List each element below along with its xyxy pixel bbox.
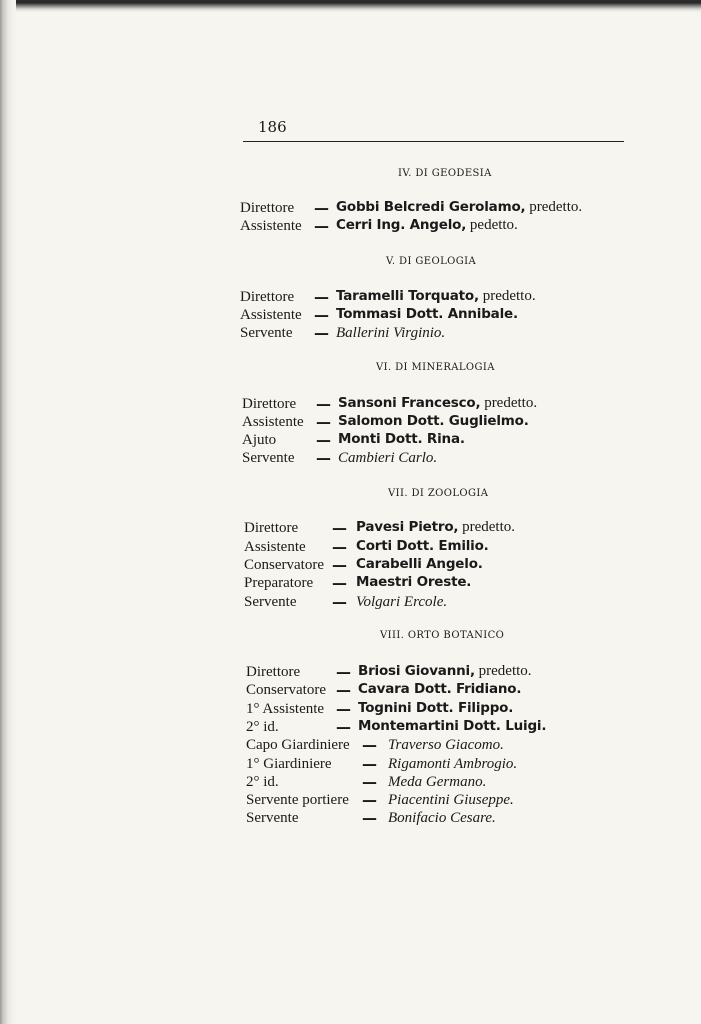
staff-name-text: Piacentini Giuseppe.	[388, 792, 514, 808]
staff-note: predetto.	[525, 199, 583, 215]
section-heading: V. DI GEOLOGIA	[386, 256, 477, 267]
em-dash-separator: —	[314, 199, 329, 217]
staff-note: predetto.	[480, 395, 538, 411]
staff-name-text: Carabelli Angelo.	[356, 556, 483, 572]
staff-name	[338, 450, 437, 467]
em-dash-separator: —	[362, 736, 377, 754]
em-dash-separator: —	[332, 556, 347, 574]
em-dash-separator: —	[336, 681, 351, 699]
staff-name	[358, 663, 532, 680]
staff-name	[336, 325, 445, 342]
staff-role: Direttore	[240, 289, 295, 305]
staff-name	[336, 288, 536, 305]
staff-entry	[246, 792, 624, 812]
staff-name-text: Gobbi Belcredi Gerolamo,	[336, 199, 526, 215]
staff-entry	[240, 325, 624, 345]
staff-name-text: Monti Dott. Rina.	[338, 431, 465, 447]
staff-name	[388, 756, 517, 773]
staff-name-text: Sansoni Francesco,	[338, 395, 481, 411]
staff-name	[358, 718, 546, 734]
staff-role: Servente	[244, 594, 297, 610]
scan-top-edge	[0, 0, 701, 12]
staff-name-text: Meda Germano.	[388, 774, 487, 790]
staff-entry	[246, 756, 624, 776]
staff-role: Ajuto	[242, 432, 277, 448]
em-dash-separator: —	[316, 395, 331, 413]
staff-name	[336, 306, 518, 322]
staff-role: Assistente	[244, 539, 306, 555]
staff-role: 2° id.	[246, 719, 279, 735]
em-dash-separator: —	[316, 449, 331, 467]
staff-entry	[246, 810, 624, 830]
em-dash-separator: —	[314, 306, 329, 324]
staff-role: Direttore	[246, 664, 301, 680]
em-dash-separator: —	[362, 773, 377, 791]
section-heading: VIII. ORTO BOTANICO	[380, 630, 505, 641]
staff-entry	[242, 450, 624, 470]
section-heading: IV. DI GEODESIA	[398, 168, 492, 179]
staff-role: Direttore	[244, 520, 299, 536]
em-dash-separator: —	[314, 324, 329, 342]
staff-name-text: Bonifacio Cesare.	[388, 810, 496, 826]
staff-note: pedetto.	[466, 217, 518, 233]
staff-name	[356, 519, 515, 536]
staff-name	[336, 217, 518, 234]
staff-name-text: Cambieri Carlo.	[338, 450, 438, 466]
em-dash-separator: —	[336, 718, 351, 736]
staff-name-text: Ballerini Virginio.	[336, 325, 446, 341]
staff-name	[356, 594, 447, 611]
staff-name	[356, 538, 489, 554]
staff-name-text: Cavara Dott. Fridiano.	[358, 681, 522, 697]
staff-role: Servente	[240, 325, 293, 341]
staff-name-text: Volgari Ercole.	[356, 594, 448, 610]
staff-note: predetto.	[458, 519, 516, 535]
staff-name	[338, 431, 465, 447]
staff-name	[336, 199, 582, 216]
em-dash-separator: —	[336, 663, 351, 681]
staff-name-text: Pavesi Pietro,	[356, 519, 459, 535]
em-dash-separator: —	[316, 431, 331, 449]
staff-role: Servente portiere	[246, 792, 349, 808]
staff-note: predetto.	[474, 663, 532, 679]
staff-entry	[244, 575, 624, 595]
em-dash-separator: —	[332, 538, 347, 556]
header-rule	[243, 141, 624, 142]
staff-role: Assistente	[242, 414, 304, 430]
staff-role: Direttore	[240, 200, 295, 216]
em-dash-separator: —	[336, 700, 351, 718]
em-dash-separator: —	[362, 791, 377, 809]
staff-name-text: Tognini Dott. Filippo.	[358, 700, 514, 716]
page-number: 186	[258, 118, 287, 136]
staff-name-text: Briosi Giovanni,	[358, 663, 475, 679]
section-heading: VII. DI ZOOLOGIA	[388, 488, 489, 499]
staff-name	[388, 737, 504, 754]
staff-name-text: Maestri Oreste.	[356, 574, 472, 590]
staff-name	[358, 681, 521, 697]
staff-entry	[240, 307, 624, 327]
staff-name-text: Corti Dott. Emilio.	[356, 538, 489, 554]
em-dash-separator: —	[332, 574, 347, 592]
staff-name	[388, 810, 496, 827]
staff-name	[388, 792, 514, 809]
staff-role: 1° Assistente	[246, 701, 325, 717]
staff-name-text: Salomon Dott. Guglielmo.	[338, 413, 529, 429]
staff-name-text: Tommasi Dott. Annibale.	[336, 306, 518, 322]
staff-name-text: Traverso Giacomo.	[388, 737, 504, 753]
section-heading: VI. DI MINERALOGIA	[376, 362, 495, 373]
staff-name	[356, 574, 471, 590]
em-dash-separator: —	[362, 809, 377, 827]
staff-role: Capo Giardiniere	[246, 737, 350, 753]
em-dash-separator: —	[316, 413, 331, 431]
staff-role: Conservatore	[244, 557, 324, 573]
staff-name	[358, 700, 513, 716]
staff-note: predetto.	[478, 288, 536, 304]
staff-name	[338, 413, 529, 429]
staff-entry	[244, 594, 624, 614]
staff-entry	[246, 737, 624, 757]
staff-role: Conservatore	[246, 682, 326, 698]
staff-name-text: Montemartini Dott. Luigi.	[358, 718, 547, 734]
staff-name-text: Cerri Ing. Angelo,	[336, 217, 467, 233]
em-dash-separator: —	[314, 288, 329, 306]
staff-role: Direttore	[242, 396, 297, 412]
staff-role: 1° Giardiniere	[246, 756, 332, 772]
staff-role: Assistente	[240, 218, 302, 234]
staff-role: Servente	[242, 450, 295, 466]
staff-entry	[246, 682, 624, 702]
staff-role: Preparatore	[244, 575, 314, 591]
em-dash-separator: —	[332, 519, 347, 537]
em-dash-separator: —	[332, 593, 347, 611]
staff-entry	[244, 520, 624, 540]
staff-entry	[246, 719, 624, 739]
staff-entry	[240, 218, 624, 238]
staff-entry	[242, 432, 624, 452]
em-dash-separator: —	[362, 755, 377, 773]
staff-role: Assistente	[240, 307, 302, 323]
scan-left-edge	[0, 0, 16, 1024]
em-dash-separator: —	[314, 217, 329, 235]
staff-name	[356, 556, 483, 572]
staff-name-text: Rigamonti Ambrogio.	[388, 756, 518, 772]
staff-role: Servente	[246, 810, 299, 826]
staff-entry	[246, 774, 624, 794]
staff-role: 2° id.	[246, 774, 279, 790]
staff-name-text: Taramelli Torquato,	[336, 288, 479, 304]
staff-name	[338, 395, 537, 412]
staff-name	[388, 774, 486, 791]
